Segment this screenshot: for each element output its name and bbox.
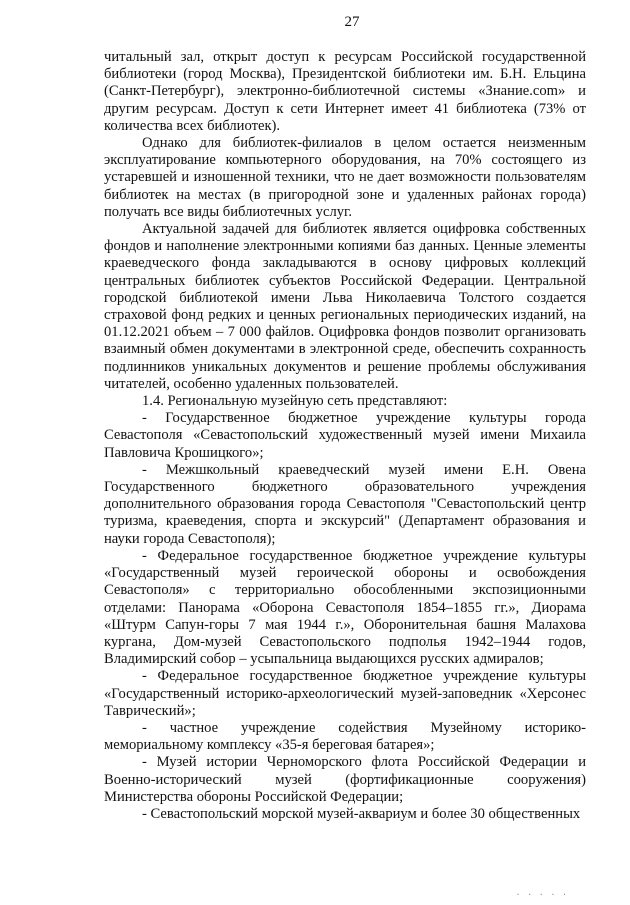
paragraph: - Межшкольный краеведческий музей имени Е.Н. Овена Государственного бюджетного образовательного учреждения дополнительного образования города Севастополя "Севастопольский центр туризма, краеведения, спорта и экскурсий" (Департамент образования и науки города Севастополя); — [104, 461, 586, 547]
paragraph: 1.4. Региональную музейную сеть представляют: — [142, 393, 448, 410]
paragraph: - Музей истории Черноморского флота Российской Федерации и Военно-исторический музей (фортификационные сооружения) Министерства обороны Российской Федерации; — [104, 754, 586, 805]
paragraph: - Федеральное государственное бюджетное учреждение культуры «Государственный музей героической обороны и освобождения Севастополя» с территориально обособленными экспозиционными отделами: Панорама «Оборона Севастополя 1854–1855 гг.», Диорама «Штурм Сапун-горы 7 мая 1944 г.», Оборонительная башня Малахова кургана, Дом-музей Севастопольского подполья 1942–1944 годов, Владимирский собор – усыпальница выдающихся русских адмиралов; — [104, 547, 586, 668]
page-number: 27 — [344, 14, 360, 30]
paragraph: - Федеральное государственное бюджетное учреждение культуры «Государственный историко-археологический музей-заповедник «Херсонес Таврический»; — [104, 668, 586, 719]
paragraph: Актуальной задачей для библиотек является оцифровка собственных фондов и наполнение электронными копиями баз данных. Ценные элементы краеведческого фонда закладываются в основу цифровых коллекций центральных библиотек субъектов Российской Федерации. Центральной городской библиотекой имени Льва Николаевича Толстого создается страховой фонд редких и ценных региональных периодических изданий, на 01.12.2021 объем – 7 000 файлов. Оцифровка фондов позволит организовать взаимный обмен документами в электронной среде, обеспечить сохранность подлинников уникальных документов и решение проблемы обслуживания читателей, особенно удаленных пользователей. — [104, 221, 586, 392]
document-body — [104, 49, 586, 823]
paragraph: - частное учреждение содействия Музейному историко-мемориальному комплексу «35-я береговая батарея»; — [104, 719, 586, 754]
paragraph: Однако для библиотек-филиалов в целом остается неизменным эксплуатирование компьютерного оборудования, на 70% состоящего из устаревшей и изношенной техники, что не дает возможности пользователям библиотек на местах (в пригородной зоне и удаленных районах города) получать все виды библиотечных услуг. — [104, 135, 586, 220]
paragraph: - Севастопольский морской музей-аквариум и более 30 общественных — [142, 805, 581, 822]
paragraph: читальный зал, открыт доступ к ресурсам Российской государственной библиотеки (город Москва), Президентской библиотеки им. Б.Н. Ельцина (Санкт-Петербург), электронно-библиотечной системы «Знание.com» и другим ресурсам. Доступ к сети Интернет имеет 41 библиотека (73% от количества всех библиотек). — [104, 49, 586, 134]
paragraph: - Государственное бюджетное учреждение культуры города Севастополя «Севастопольский художественный музей имени Михаила Павловича Крошицкого»; — [104, 410, 586, 461]
scan-mark: · · · · · — [515, 890, 568, 899]
